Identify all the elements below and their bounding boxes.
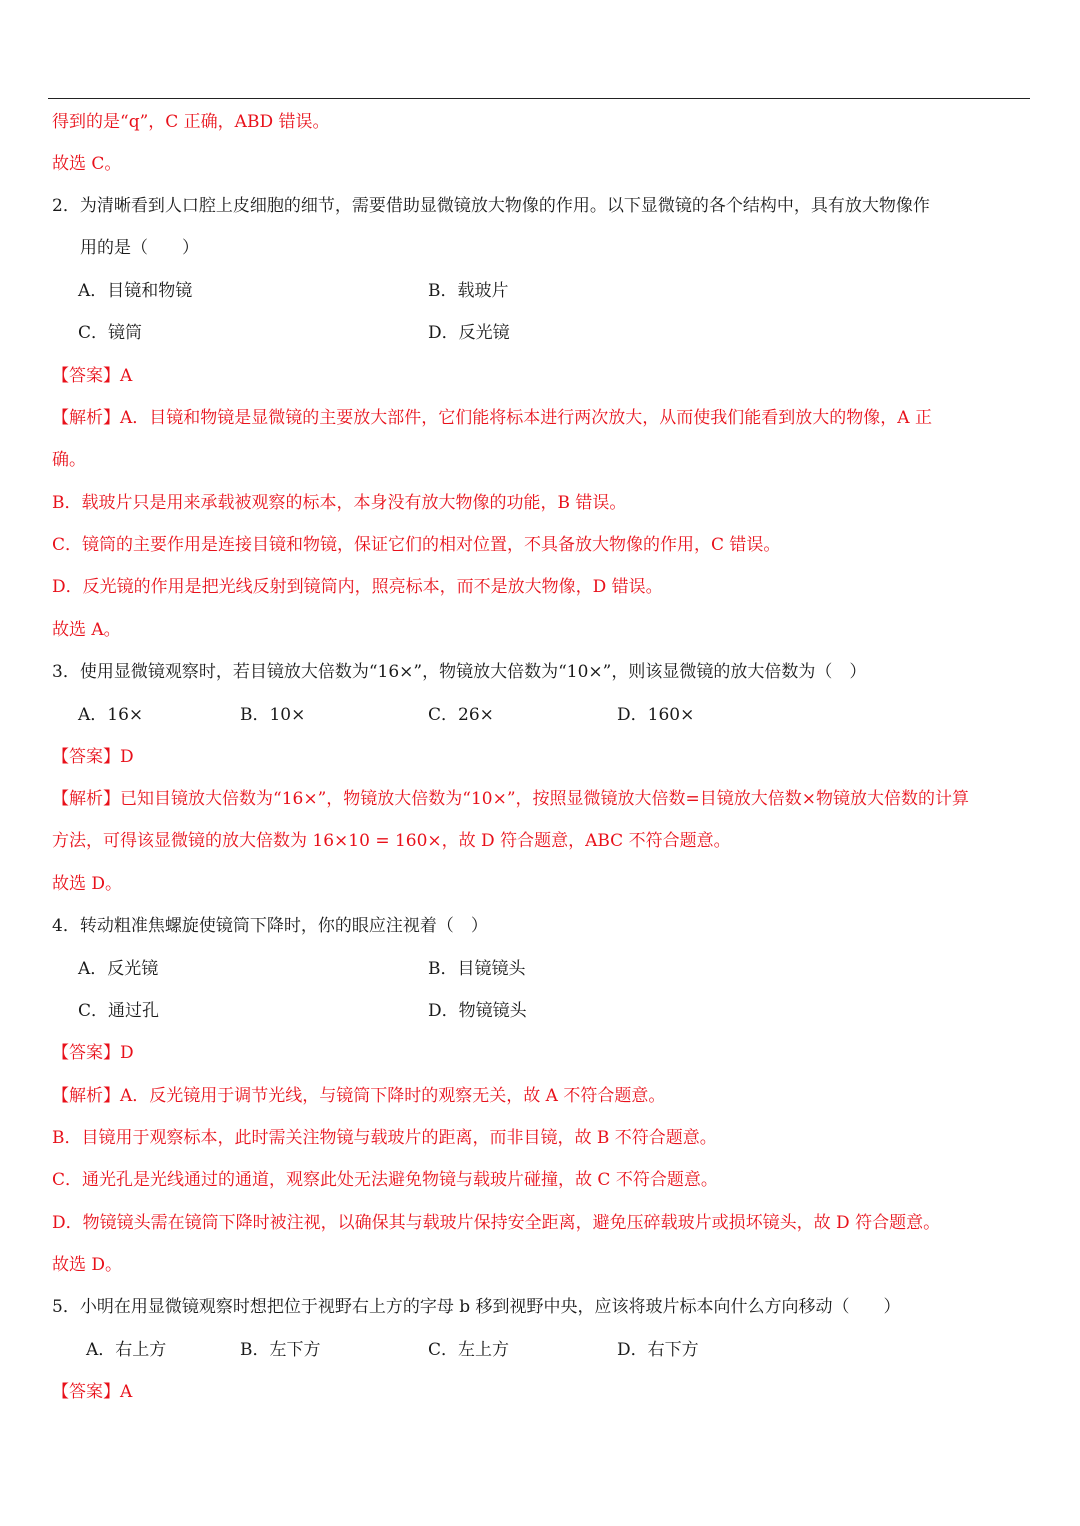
q5-stem: 5．小明在用显微镜观察时想把位于视野右上方的字母 b 移到视野中央，应该将玻片标本向什么方向移动（ ）	[52, 1297, 901, 1317]
q2-stem: 2．为清晰看到人口腔上皮细胞的细节，需要借助显微镜放大物像的作用。以下显微镜的各个结构中，具有放大物像作	[52, 196, 930, 216]
q3-answer: 【答案】D	[52, 747, 134, 767]
q2-option-a: A．目镜和物镜	[78, 281, 193, 301]
q4-analysis-b: B．目镜用于观察标本，此时需关注物镜与载玻片的距离，而非目镜，故 B 不符合题意。	[52, 1128, 717, 1148]
q4-option-a: A．反光镜	[78, 959, 159, 979]
q1-conclusion: 故选 C。	[52, 154, 122, 174]
q2-analysis-continued: 确。	[52, 450, 86, 470]
q4-analysis-c: C．通光孔是光线通过的通道，观察此处无法避免物镜与载玻片碰撞，故 C 不符合题意。	[52, 1170, 718, 1190]
q1-analysis-tail: 得到的是“q”，C 正确，ABD 错误。	[52, 112, 330, 132]
q3-analysis-continued: 方法，可得该显微镜的放大倍数为 16×10 = 160×，故 D 符合题意，ABC 不符合题意。	[52, 831, 731, 851]
q3-option-c: C．26×	[428, 705, 494, 725]
q5-option-d: D．右下方	[617, 1340, 699, 1360]
q5-option-c: C．左上方	[428, 1340, 510, 1360]
q3-option-b: B．10×	[240, 705, 306, 725]
q3-option-a: A．16×	[78, 705, 144, 725]
q3-stem: 3．使用显微镜观察时，若目镜放大倍数为“16×”，物镜放大倍数为“10×”，则该显微镜的放大倍数为（ ）	[52, 662, 867, 682]
q4-analysis-d: D．物镜镜头需在镜筒下降时被注视，以确保其与载玻片保持安全距离，避免压碎载玻片或损坏镜头，故 D 符合题意。	[52, 1213, 941, 1233]
q3-option-d: D．160×	[617, 705, 695, 725]
q2-analysis: 【解析】A．目镜和物镜是显微镜的主要放大部件，它们能将标本进行两次放大，从而使我们能看到放大的物像，A 正	[52, 408, 932, 428]
q2-option-d: D．反光镜	[428, 323, 510, 343]
q2-option-c: C．镜筒	[78, 323, 143, 343]
q5-option-a: A．右上方	[86, 1340, 167, 1360]
q2-analysis-c: C．镜筒的主要作用是连接目镜和物镜，保证它们的相对位置，不具备放大物像的作用，C 错误。	[52, 535, 781, 555]
q2-option-b: B．载玻片	[428, 281, 509, 301]
q4-option-c: C．通过孔	[78, 1001, 160, 1021]
q4-conclusion: 故选 D。	[52, 1255, 123, 1275]
q4-option-b: B．目镜镜头	[428, 959, 526, 979]
q5-answer: 【答案】A	[52, 1382, 133, 1402]
q2-conclusion: 故选 A。	[52, 620, 121, 640]
q4-stem: 4．转动粗准焦螺旋使镜筒下降时，你的眼应注视着（ ）	[52, 916, 488, 936]
q2-analysis-d: D．反光镜的作用是把光线反射到镜筒内，照亮标本，而不是放大物像，D 错误。	[52, 577, 663, 597]
q2-stem-continued: 用的是（ ）	[80, 238, 199, 258]
q2-analysis-b: B．载玻片只是用来承载被观察的标本，本身没有放大物像的功能，B 错误。	[52, 493, 627, 513]
q3-conclusion: 故选 D。	[52, 874, 123, 894]
q4-answer: 【答案】D	[52, 1043, 134, 1063]
q5-option-b: B．左下方	[240, 1340, 321, 1360]
q2-answer: 【答案】A	[52, 366, 133, 386]
q4-option-d: D．物镜镜头	[428, 1001, 527, 1021]
q3-analysis: 【解析】已知目镜放大倍数为“16×”，物镜放大倍数为“10×”，按照显微镜放大倍数=目镜放大倍数×物镜放大倍数的计算	[52, 789, 970, 809]
q4-analysis-a: 【解析】A．反光镜用于调节光线，与镜筒下降时的观察无关，故 A 不符合题意。	[52, 1086, 666, 1106]
header-divider	[48, 98, 1030, 99]
